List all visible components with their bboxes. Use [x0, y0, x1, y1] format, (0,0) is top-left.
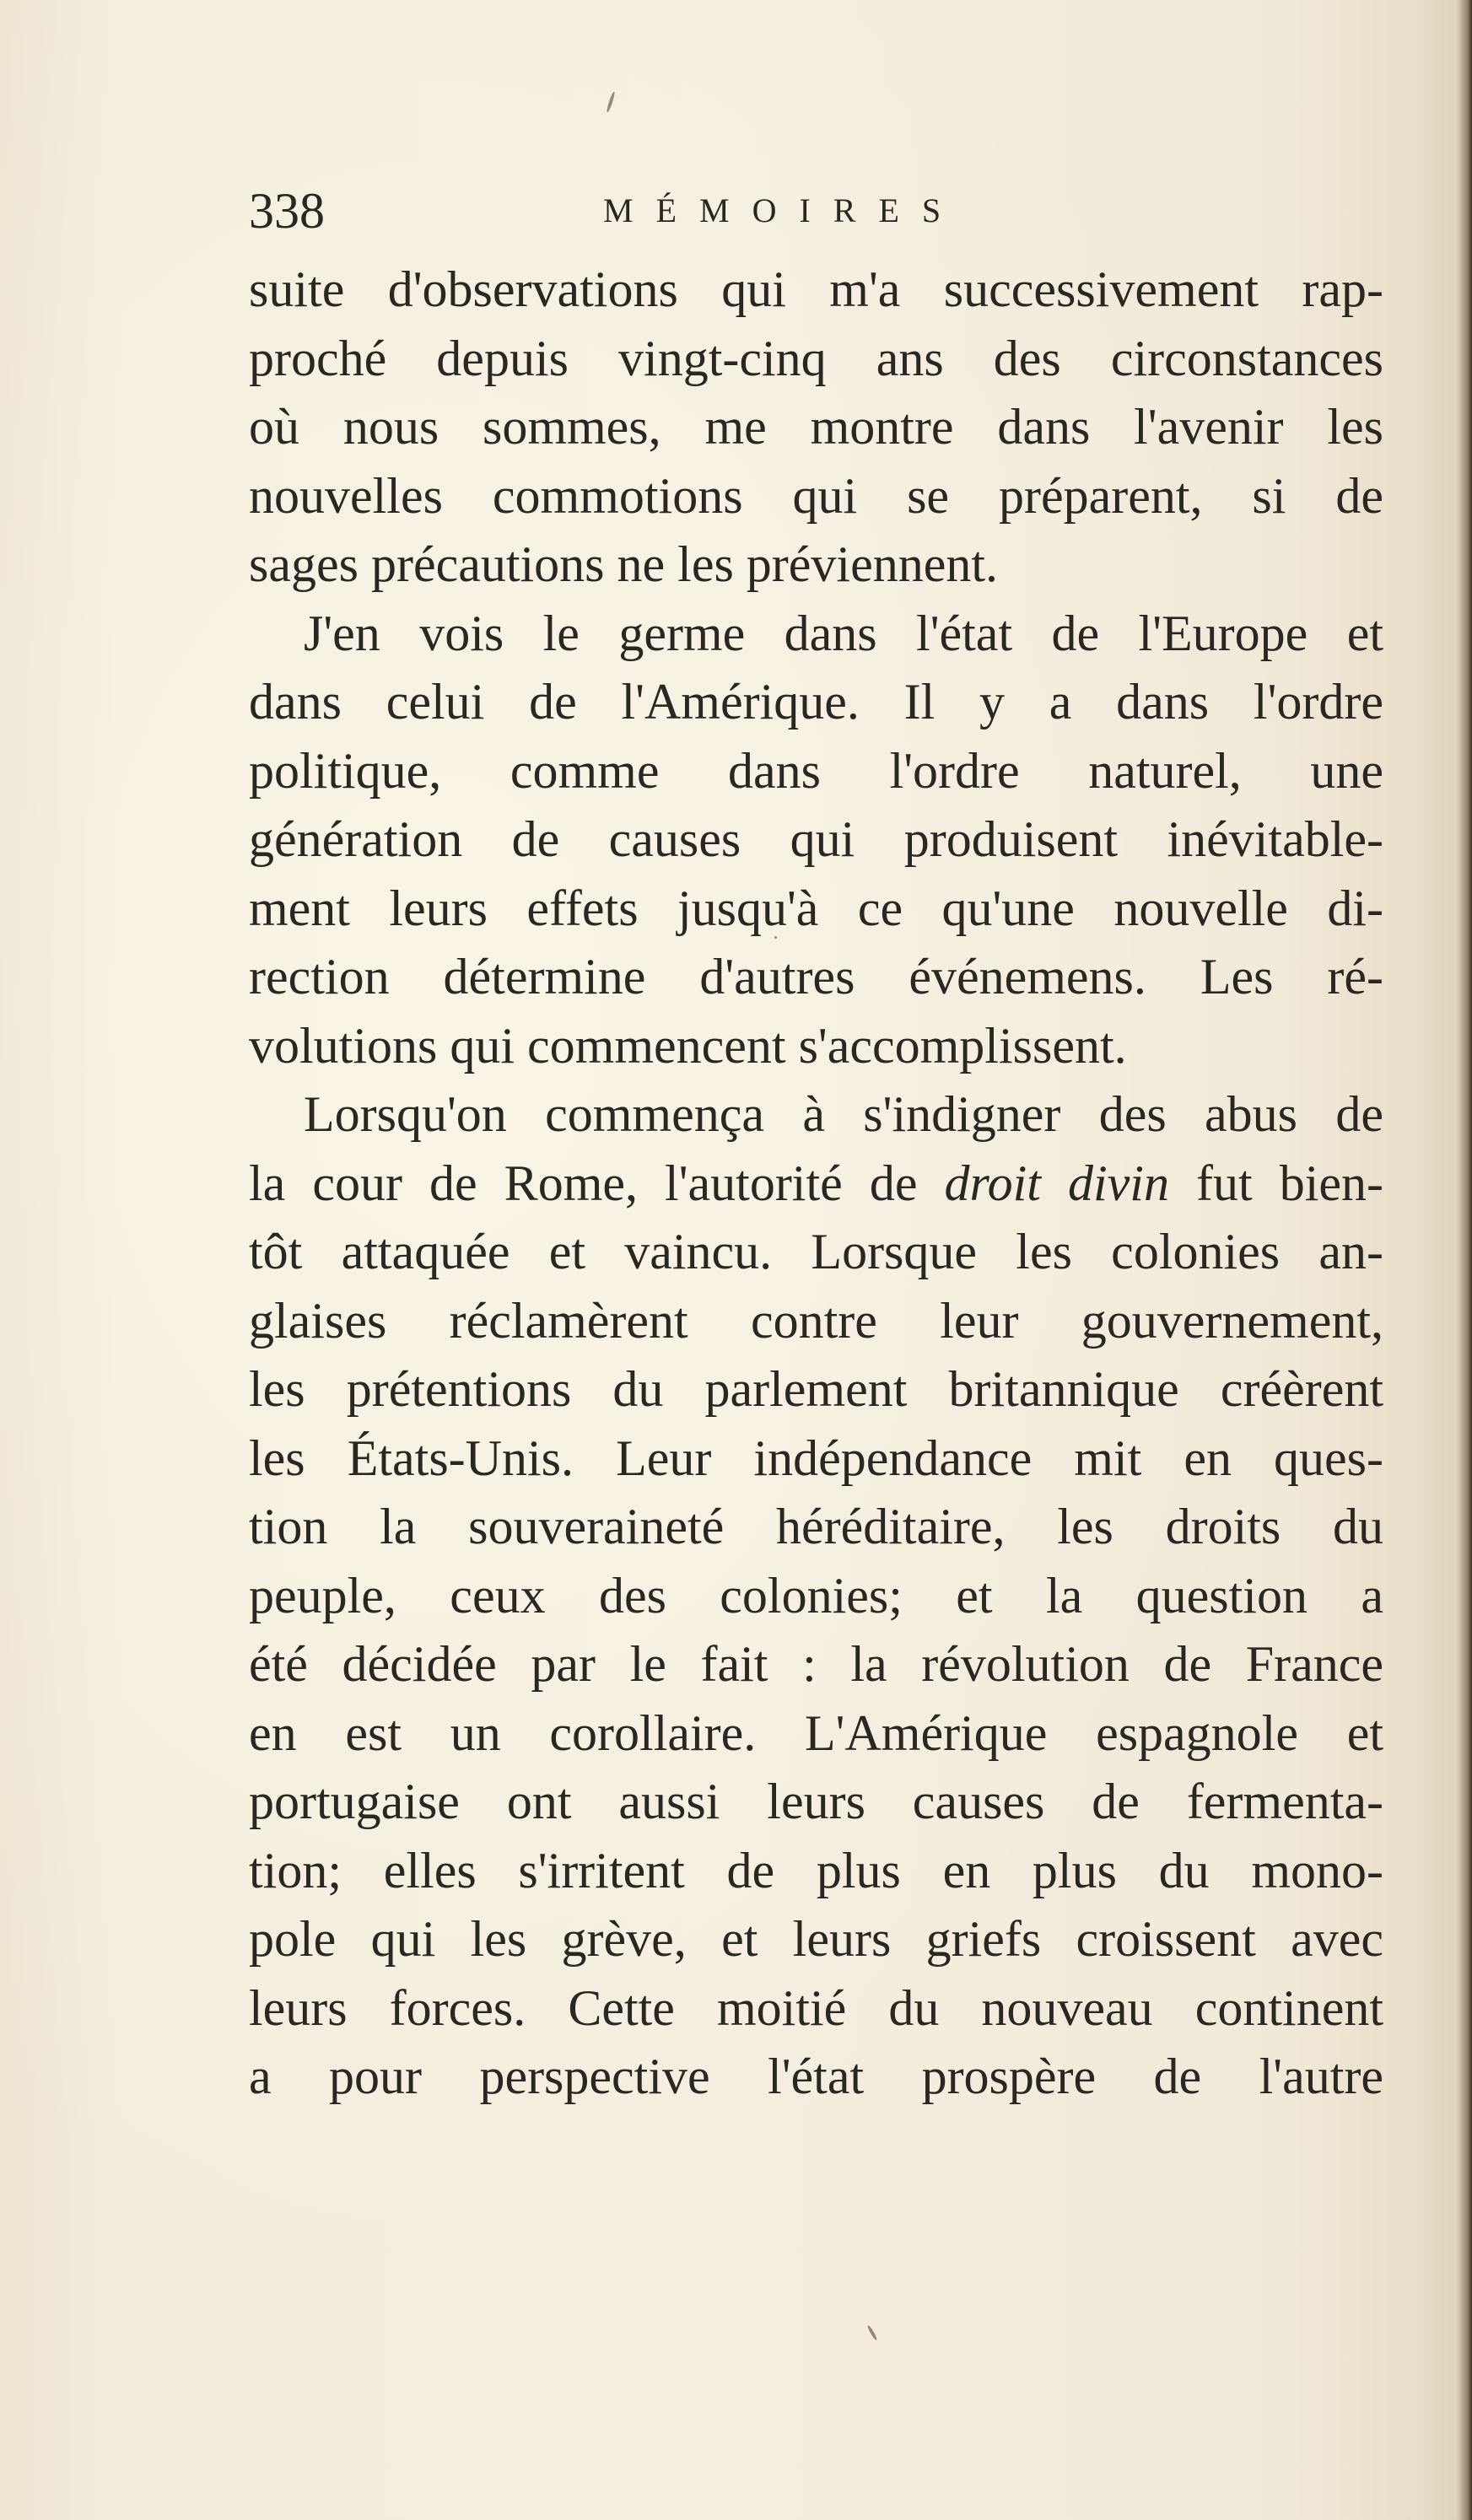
text-line: les États-Unis. Leur indépendance mit en ques-: [249, 1430, 1383, 1486]
text-line: où nous sommes, me montre dans l'avenir les: [249, 399, 1383, 455]
text-line: pole qui les grève, et leurs griefs croissent avec: [249, 1911, 1383, 1967]
text-line: glaises réclamèrent contre leur gouvernement,: [249, 1292, 1383, 1349]
running-head: [249, 177, 1379, 245]
text-line: tion la souveraineté héréditaire, les droits du: [249, 1499, 1383, 1554]
text-line: dans celui de l'Amérique. Il y a dans l'ordre: [249, 674, 1383, 730]
running-head-title: MÉMOIRES: [603, 191, 964, 229]
text-line: leurs forces. Cette moitié du nouveau continent: [249, 1979, 1383, 2036]
text-line-with-italic: la cour de Rome, l'autorité de droit divin fut bien-: [249, 1155, 1384, 1211]
text-line: peuple, ceux des colonies; et la question a: [249, 1567, 1383, 1623]
text-line: proché depuis vingt-cinq ans des circonstances: [249, 330, 1383, 386]
text-line: nouvelles commotions qui se préparent, si de: [249, 467, 1383, 524]
paper-speck: [606, 91, 616, 113]
text-line: les prétentions du parlement britannique créèrent: [249, 1361, 1383, 1417]
page-number: 338: [249, 183, 325, 239]
text-line: volutions qui commencent s'accomplissent.: [249, 1017, 1127, 1074]
text-line: en est un corollaire. L'Amérique espagnole et: [249, 1704, 1383, 1761]
body-text: [249, 256, 1383, 2112]
text-line: tôt attaquée et vaincu. Lorsque les colonies an-: [249, 1224, 1383, 1279]
text-line: J'en vois le germe dans l'état de l'Europe et: [304, 605, 1383, 661]
text-line: Lorsqu'on commença à s'indigner des abus de: [304, 1086, 1383, 1142]
text-line: génération de causes qui produisent inévitable-: [249, 811, 1383, 867]
italic-phrase: droit divin: [944, 1155, 1169, 1211]
paper-speck: [866, 2324, 877, 2340]
text-line: sages précautions ne les préviennent.: [249, 536, 999, 592]
text-line: politique, comme dans l'ordre naturel, une: [249, 742, 1383, 799]
text-line: portugaise ont aussi leurs causes de fermenta-: [249, 1774, 1383, 1829]
text-line: a pour perspective l'état prospère de l'autre: [249, 2049, 1383, 2104]
text-line: suite d'observations qui m'a successivement rap-: [249, 261, 1383, 317]
text-line: ment leurs effets jusqu'à ce qu'une nouvelle di-: [249, 880, 1383, 936]
text-line: rection détermine d'autres événemens. Les ré-: [249, 949, 1383, 1004]
text-line: tion; elles s'irritent de plus en plus du mono-: [249, 1842, 1383, 1898]
text-line: été décidée par le fait : la révolution de France: [249, 1636, 1383, 1692]
page-edge-shadow: [1457, 0, 1472, 2520]
